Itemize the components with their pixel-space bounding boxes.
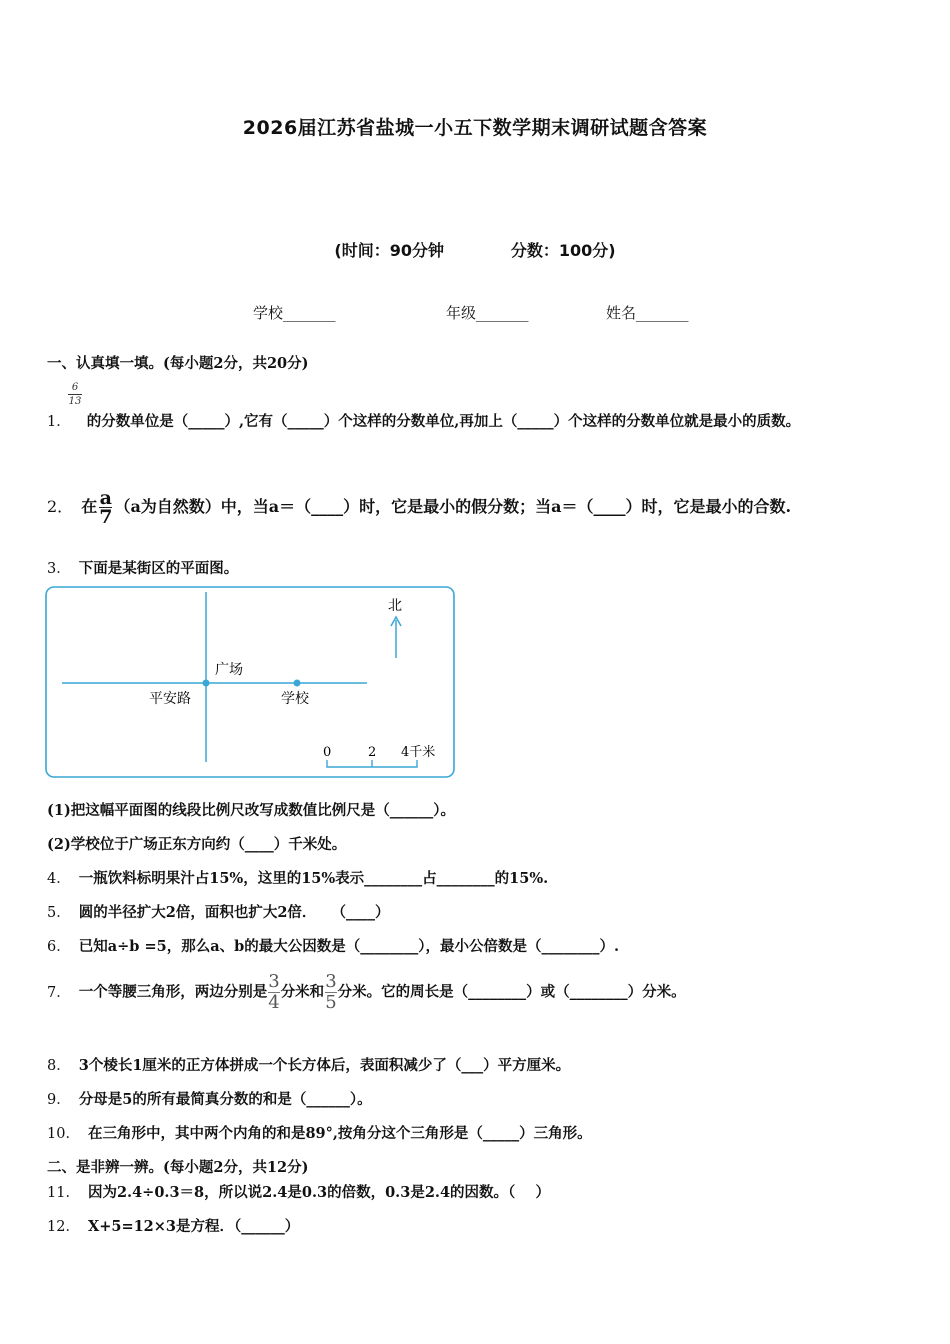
q7-fraction-1-numerator: 3 (268, 971, 280, 992)
question-text: 分米。它的周长是（________）或（________）分米。 (337, 983, 686, 1001)
road-label: 平安路 (149, 691, 191, 707)
q2-fraction-numerator: a (99, 487, 112, 509)
question-number: 6． (47, 939, 71, 955)
question-number: 2． (47, 497, 74, 516)
question-2 (47, 489, 791, 526)
question-text: X+5=12×3是方程．（______） (87, 1218, 300, 1235)
question-3-1: (1)把这幅平面图的线段比例尺改写成数值比例尺是（______）。 (47, 802, 456, 819)
question-6 (47, 935, 619, 956)
street-map (45, 586, 455, 778)
question-number: 5． (47, 905, 71, 921)
question-number: 9． (47, 1092, 71, 1108)
section-2-heading: 二、是非辨一辨。(每小题2分，共12分) (47, 1159, 309, 1176)
question-text: 在三角形中，其中两个内角的和是89°,按角分这个三角形是（_____）三角形。 (87, 1125, 592, 1142)
scale-tick-4: 4千米 (401, 745, 436, 760)
scale-tick-2: 2 (368, 745, 377, 760)
question-12 (47, 1215, 299, 1236)
question-text: 分母是5的所有最简真分数的和是（______）。 (78, 1091, 372, 1108)
question-prefix: 在 (81, 497, 98, 516)
q7-fraction-1-denominator: 4 (268, 992, 280, 1013)
question-number: 3． (47, 561, 71, 577)
question-10 (47, 1122, 592, 1143)
school-field: 学校_______ (253, 304, 336, 322)
question-3-2: (2)学校位于广场正东方向约（____）千米处。 (47, 836, 347, 853)
question-prefix: 一个等腰三角形，两边分别是 (78, 983, 268, 1001)
question-7 (47, 972, 686, 1013)
q2-fraction (99, 489, 112, 526)
question-number: 10． (47, 1126, 80, 1142)
q1-fraction-numerator: 6 (71, 382, 79, 393)
section-1-heading: 一、认真填一填。(每小题2分，共20分) (47, 355, 309, 372)
question-text: 的分数单位是（_____）,它有（_____）个这样的分数单位,再加上（_____）个这样的分数单位就是最小的质数。 (86, 413, 801, 430)
north-label: 北 (388, 598, 402, 614)
q2-fraction-denominator: 7 (99, 506, 113, 528)
question-number: 4． (47, 871, 71, 887)
question-4 (47, 867, 548, 888)
question-number: 11． (47, 1185, 80, 1201)
grade-field: 年级_______ (446, 304, 529, 322)
question-text: 已知a÷b =5，那么a、b的最大公因数是（________），最小公倍数是（________）. (78, 938, 620, 955)
q7-fraction-1 (268, 972, 279, 1013)
map-border (46, 587, 454, 777)
question-number: 8． (47, 1058, 71, 1074)
q7-fraction-2-numerator: 3 (325, 971, 337, 992)
square-label: 广场 (215, 662, 243, 678)
exam-time-score: (时间：90分钟 分数：100分) (334, 241, 616, 260)
question-8 (47, 1054, 570, 1075)
q7-fraction-2 (325, 972, 336, 1013)
question-number: 1． (47, 414, 71, 430)
question-1 (47, 410, 800, 431)
question-text: 下面是某街区的平面图。 (78, 560, 239, 577)
question-number: 12． (47, 1219, 80, 1235)
question-5 (47, 901, 390, 922)
question-text: （a为自然数）中，当a＝（____）时，它是最小的假分数；当a＝（____）时，它是最小的合数. (114, 497, 792, 516)
question-11 (47, 1181, 550, 1202)
question-text: 圆的半径扩大2倍，面积也扩大2倍． （____） (78, 904, 390, 921)
name-field: 姓名_______ (606, 304, 689, 322)
q7-fraction-2-denominator: 5 (325, 992, 337, 1013)
square-point (203, 680, 210, 687)
school-point (294, 680, 301, 687)
school-label: 学校 (281, 691, 309, 707)
question-text: 因为2.4÷0.3＝8，所以说2.4是0.3的倍数，0.3是2.4的因数。（ ） (87, 1184, 550, 1201)
question-text: 一瓶饮料标明果汁占15%，这里的15%表示________占________的15%. (78, 870, 549, 887)
page-title: 2026届江苏省盐城一小五下数学期末调研试题含答案 (242, 117, 708, 139)
question-text: 3个棱长1厘米的正方体拼成一个长方体后，表面积减少了（___）平方厘米。 (78, 1057, 571, 1074)
q1-fraction (68, 382, 82, 407)
question-number: 7． (47, 984, 71, 1001)
q1-fraction-denominator: 13 (68, 396, 82, 407)
scale-tick-0: 0 (323, 745, 332, 760)
question-3 (47, 557, 238, 578)
question-9 (47, 1088, 372, 1109)
question-middle: 分米和 (280, 983, 325, 1001)
